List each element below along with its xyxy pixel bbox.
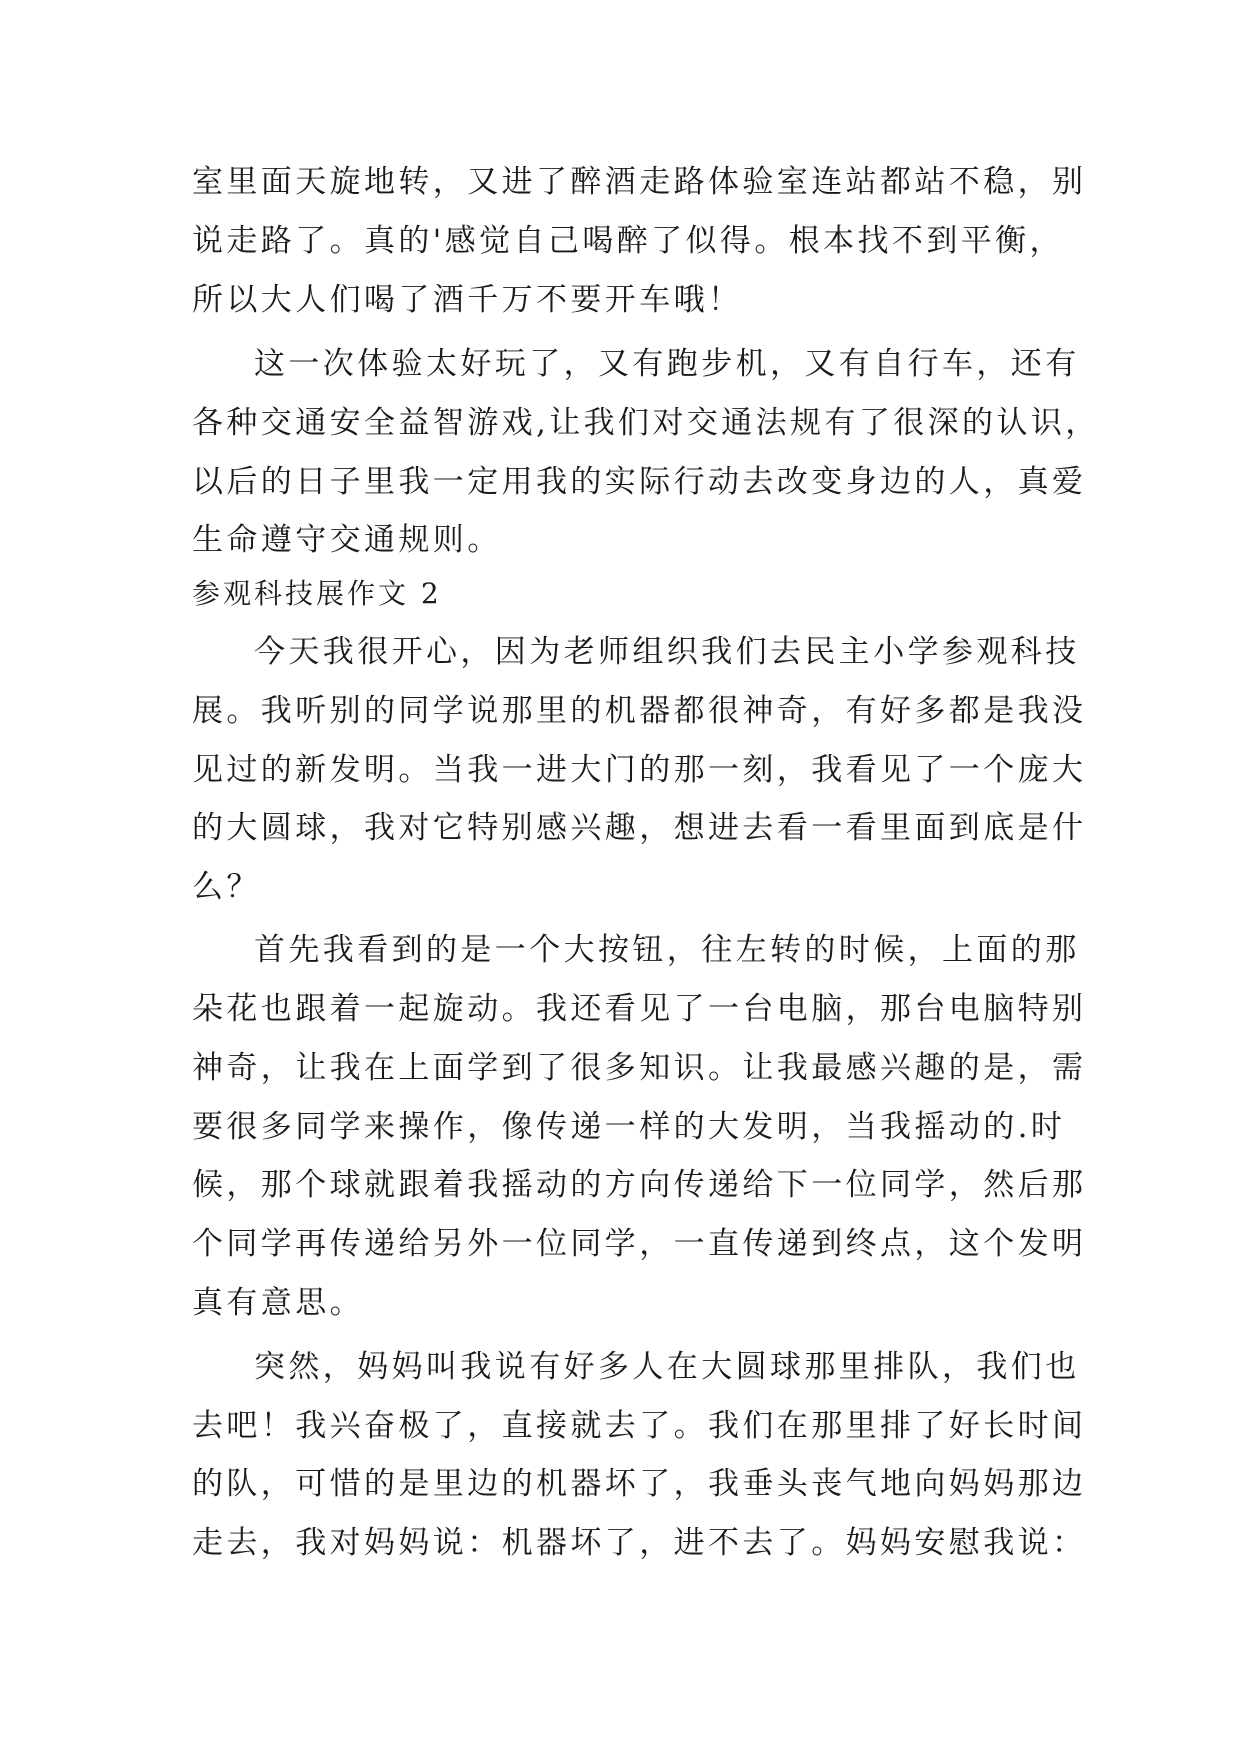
text-line: 见过的新发明。当我一进大门的那一刻，我看见了一个庞大 bbox=[192, 752, 1087, 788]
text-line: 么？ bbox=[192, 869, 261, 905]
paragraph-first-line: 今天我很开心，因为老师组织我们去民主小学参观科技 bbox=[254, 634, 1080, 670]
text-line: 展。我听别的同学说那里的机器都很神奇，有好多都是我没 bbox=[192, 693, 1087, 729]
text-line: 走去，我对妈妈说：机器坏了，进不去了。妈妈安慰我说： bbox=[192, 1525, 1087, 1561]
text-line: 朵花也跟着一起旋动。我还看见了一台电脑，那台电脑特别 bbox=[192, 991, 1087, 1027]
paragraph-first-line: 这一次体验太好玩了，又有跑步机，又有自行车，还有 bbox=[254, 346, 1080, 382]
text-line: 个同学再传递给另外一位同学，一直传递到终点，这个发明 bbox=[192, 1226, 1087, 1262]
text-line: 各种交通安全益智游戏,让我们对交通法规有了很深的认识， bbox=[192, 405, 1100, 441]
text-line: 要很多同学来操作，像传递一样的大发明，当我摇动的.时 bbox=[192, 1109, 1066, 1145]
text-line: 生命遵守交通规则。 bbox=[192, 522, 502, 558]
text-line: 室里面天旋地转，又进了醉酒走路体验室连站都站不稳，别 bbox=[192, 164, 1087, 200]
section-heading: 参观科技展作文 2 bbox=[192, 577, 442, 610]
text-line: 的队，可惜的是里边的机器坏了，我垂头丧气地向妈妈那边 bbox=[192, 1466, 1087, 1502]
text-line: 去吧！我兴奋极了，直接就去了。我们在那里排了好长时间 bbox=[192, 1408, 1087, 1444]
text-line: 所以大人们喝了酒千万不要开车哦！ bbox=[192, 282, 743, 318]
text-line: 以后的日子里我一定用我的实际行动去改变身边的人，真爱 bbox=[192, 464, 1087, 500]
text-line: 的大圆球，我对它特别感兴趣，想进去看一看里面到底是什 bbox=[192, 810, 1087, 846]
text-line: 说走路了。真的'感觉自己喝醉了似得。根本找不到平衡， bbox=[192, 223, 1064, 259]
paragraph-first-line: 首先我看到的是一个大按钮，往左转的时候，上面的那 bbox=[254, 932, 1080, 968]
paragraph-first-line: 突然，妈妈叫我说有好多人在大圆球那里排队，我们也 bbox=[254, 1349, 1080, 1385]
text-line: 真有意思。 bbox=[192, 1285, 364, 1321]
text-line: 候，那个球就跟着我摇动的方向传递给下一位同学，然后那 bbox=[192, 1167, 1087, 1203]
text-line: 神奇，让我在上面学到了很多知识。让我最感兴趣的是，需 bbox=[192, 1050, 1087, 1086]
